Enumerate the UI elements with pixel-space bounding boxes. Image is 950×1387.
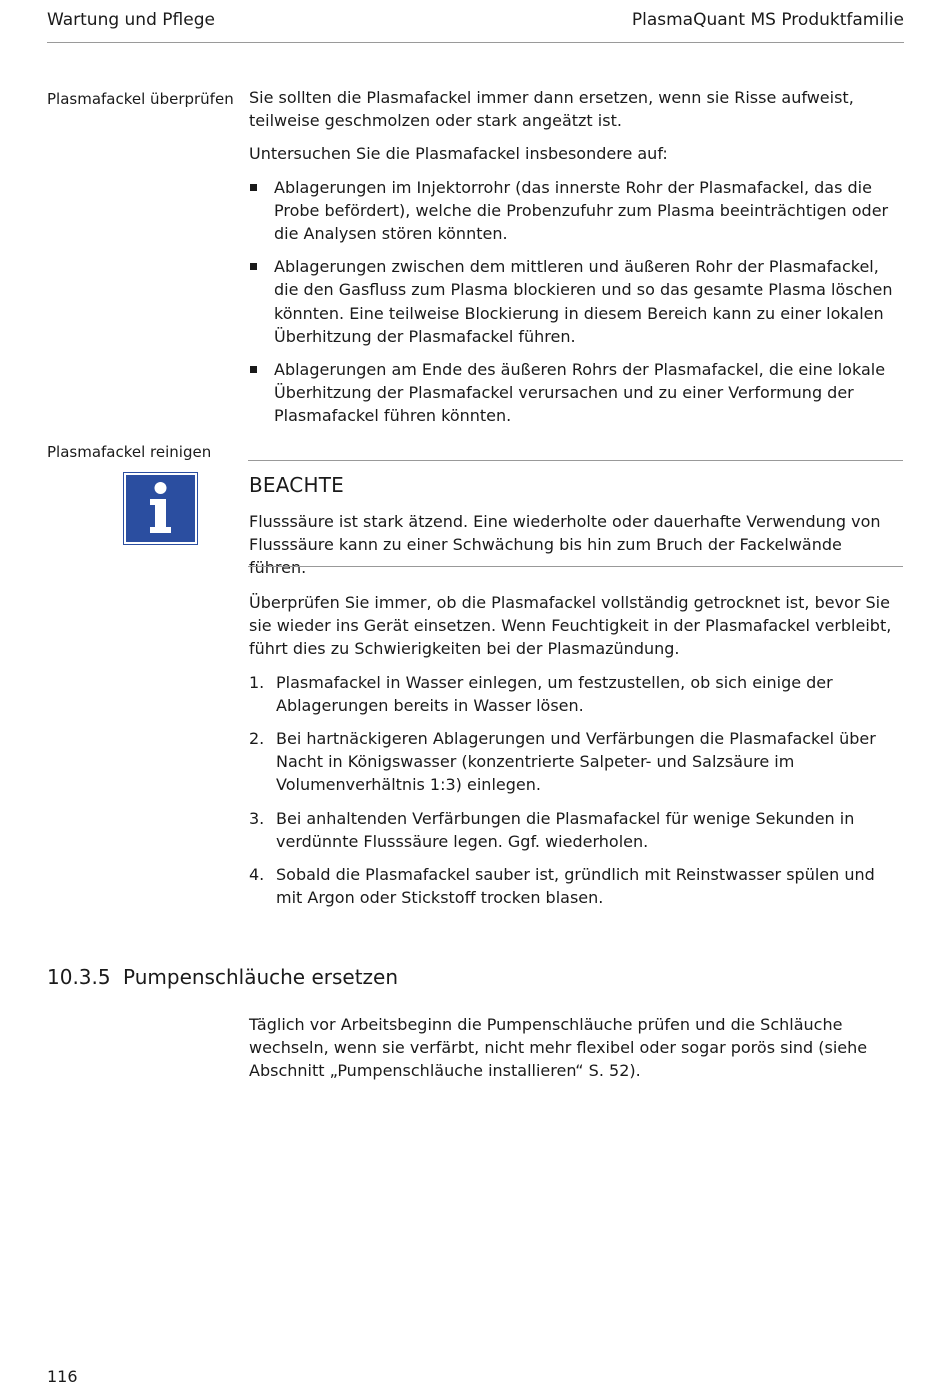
running-header-chapter: Wartung und Pflege (47, 10, 215, 30)
header-divider (47, 42, 904, 43)
page-number: 116 (47, 1367, 78, 1386)
check-intro: Sie sollten die Plasmafackel immer dann ersetzen, wenn sie Risse aufweist, teilweise geschmolzen oder stark angeätzt ist. (249, 88, 854, 131)
bullet-item (249, 358, 903, 428)
step-item (249, 807, 903, 853)
bullet-text: Ablagerungen am Ende des äußeren Rohrs der Plasmafackel, die eine lokale Überhitzung der Plasmafackel verursachen und zu einer Verformung der Plasmafackel führen könnten. (274, 360, 886, 426)
note-divider-top (248, 460, 903, 461)
step-text: Bei anhaltenden Verfärbungen die Plasmafackel für wenige Sekunden in verdünnte Flusssäure legen. Ggf. wiederholen. (276, 808, 855, 851)
step-item (249, 863, 903, 909)
step-text: Bei hartnäckigeren Ablagerungen und Verfärbungen die Plasmafackel über Nacht in Königswasser (konzentrierte Salpeter- und Salzsäure im Volumenverhältnis 1:3) einlegen. (276, 729, 876, 795)
step-item (249, 727, 903, 797)
step-number: 1. (249, 672, 265, 692)
check-lead: Untersuchen Sie die Plasmafackel insbesondere auf: (249, 144, 668, 164)
step-number: 3. (249, 808, 265, 828)
bullet-item (249, 176, 903, 246)
note-divider-bottom (248, 566, 903, 567)
running-header-product: PlasmaQuant MS Produktfamilie (631, 10, 904, 30)
step-number: 2. (249, 729, 265, 749)
step-number: 4. (249, 865, 265, 885)
section-title: Pumpenschläuche ersetzen (123, 965, 399, 989)
bullet-square-icon (250, 366, 257, 373)
note-text: Flusssäure ist stark ätzend. Eine wiederholte oder dauerhafte Verwendung von Flusssäure kann zu einer Schwächung bis hin zum Bruch der Fackelwände führen. (249, 512, 881, 578)
step-text: Plasmafackel in Wasser einlegen, um festzustellen, ob sich einige der Ablagerungen bereits in Wasser lösen. (276, 672, 833, 715)
clean-content (249, 591, 903, 909)
clean-intro: Überprüfen Sie immer, ob die Plasmafackel vollständig getrocknet ist, bevor Sie sie wieder ins Gerät einsetzen. Wenn Feuchtigkeit in der Plasmafackel verbleibt, führt dies zu Schwierigkeiten bei der Plasmazündung. (249, 593, 892, 659)
note-title: BEACHTE (249, 473, 344, 497)
side-label-check: Plasmafackel überprüfen (47, 90, 234, 108)
section-text: Täglich vor Arbeitsbeginn die Pumpenschläuche prüfen und die Schläuche wechseln, wenn sie verfärbt, nicht mehr flexibel oder sogar porös sind (siehe Abschnitt „Pumpenschläuche installieren“ S. 52). (249, 1015, 868, 1081)
bullet-text: Ablagerungen im Injektorrohr (das innerste Rohr der Plasmafackel, das die Probe befördert), welche die Probenzufuhr zum Plasma beeinträchtigen oder die Analysen stören könnten. (274, 177, 889, 244)
info-icon (123, 472, 198, 545)
bullet-square-icon (250, 184, 257, 191)
section-heading (47, 965, 398, 989)
step-item (249, 671, 903, 717)
bullet-square-icon (250, 263, 257, 270)
section-number: 10.3.5 (47, 965, 111, 989)
bullet-text: Ablagerungen zwischen dem mittleren und äußeren Rohr der Plasmafackel, die den Gasfluss zum Plasma blockieren und so das gesamte Plasma löschen könnten. Eine teilweise Blockierung in diesem Bereich kann zu einer lokalen Überhitzung der Plasmafackel führen. (274, 257, 893, 346)
check-content (249, 86, 903, 428)
bullet-item (249, 255, 903, 348)
side-label-clean: Plasmafackel reinigen (47, 443, 212, 461)
step-text: Sobald die Plasmafackel sauber ist, gründlich mit Reinstwasser spülen und mit Argon oder Stickstoff trocken blasen. (276, 865, 875, 908)
